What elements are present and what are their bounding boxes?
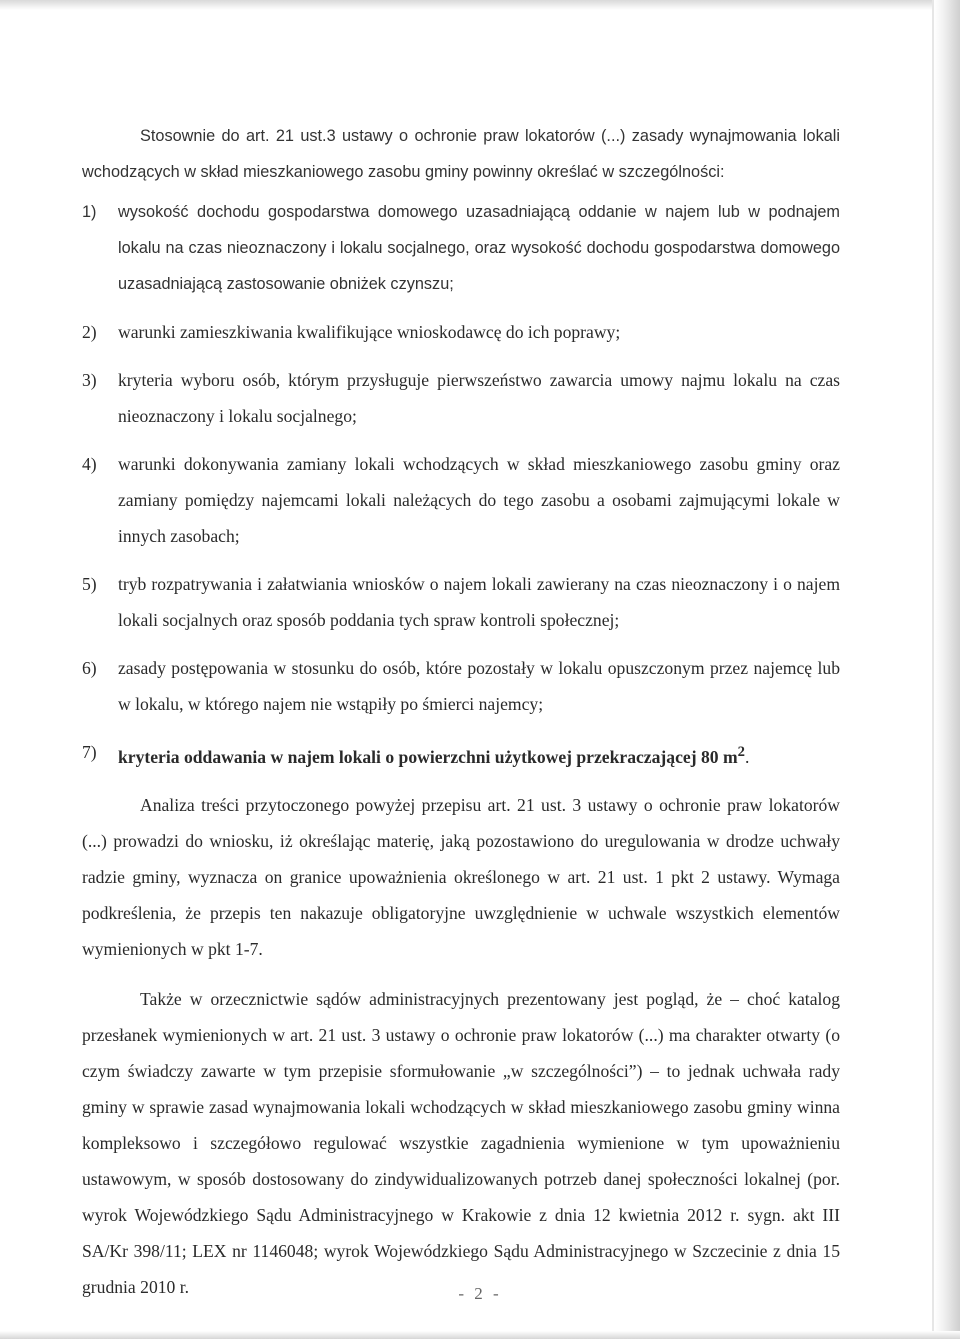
list-item-text: kryteria oddawania w najem lokali o powierzchni użytkowej przekraczającej 80 m — [118, 746, 738, 767]
list-item-number: 2) — [82, 322, 97, 342]
list-item-text: wysokość dochodu gospodarstwa domowego uzasadniającą oddanie w najem lub w podnajem lokalu na czas nieoznaczony i lokalu socjalnego, oraz wysokość dochodu gospodarstwa domowego uzasadniającą zastosowanie obniżek czynszu; — [118, 203, 840, 293]
case-law-paragraph: Także w orzecznictwie sądów administracyjnych prezentowany jest pogląd, że – choć katalog przesłanek wymienionych w art. 21 ust. 3 ustawy o ochronie praw lokatorów (...) ma charakter otwarty (o czym świadczy zawarte w tym przepisie sformułowanie „w szczególności”) – to jednak uchwała rady gminy w sprawie zasad wynajmowania lokali wchodzących w skład mieszkaniowego zasobu gminy winna kompleksowo i szczegółowo regulować wszystkie zagadnienia wymienione w tym upoważnieniu ustawowym, w sposób dostosowany do zindywidualizowanych potrzeb danej społeczności lokalnej (por. wyrok Wojewódzkiego Sądu Administracyjnego w Krakowie z dnia 12 kwietnia 2012 r. sygn. akt III SA/Kr 398/11; LEX nr 1146048; wyrok Wojewódzkiego Sądu Administracyjnego w Szczecinie z dnia 15 grudnia 2010 r. — [82, 988, 840, 1297]
scan-right-shadow — [934, 0, 960, 1339]
list-item-number: 5) — [82, 574, 97, 594]
intro-line-2: lokali wchodzących w skład mieszkaniowego zasobu gminy powinny określać w szczególności: — [82, 127, 840, 181]
intro-paragraph — [82, 118, 840, 190]
scan-top-shadow — [0, 0, 960, 10]
list-item-number: 6) — [82, 658, 97, 678]
list-item-number: 1) — [82, 203, 97, 221]
list-item-4 — [82, 446, 840, 554]
list-item-text: zasady postępowania w stosunku do osób, które pozostały w lokalu opuszczonym przez najemcę lub w lokalu, w którego najem nie wstąpiły po śmierci najemcy; — [118, 658, 840, 714]
list-item-7 — [82, 734, 840, 775]
list-item-text: kryteria wyboru osób, którym przysługuje pierwszeństwo zawarcia umowy najmu lokalu na czas nieoznaczony i lokalu socjalnego; — [118, 370, 840, 426]
list-item-number: 4) — [82, 454, 97, 474]
list-item-tail: . — [744, 746, 750, 767]
document-page — [82, 118, 840, 1305]
intro-line-1: Stosownie do art. 21 ust.3 ustawy o ochronie praw lokatorów (...) zasady wynajmowania — [140, 127, 797, 145]
list-item-1 — [82, 194, 840, 302]
page-number: - 2 - — [458, 1284, 502, 1303]
list-item-text: warunki dokonywania zamiany lokali wchodzących w skład mieszkaniowego zasobu gminy oraz zamiany pomiędzy najemcami lokali należących do tego zasobu a osobami zajmującymi lokale w innych zasobach; — [118, 454, 840, 546]
list-item-number: 7) — [82, 742, 97, 762]
list-item-6 — [82, 650, 840, 722]
list-item-text: tryb rozpatrywania i załatwiania wniosków o najem lokali zawierany na czas nieoznaczony i o najem lokali socjalnych oraz sposób poddania tych spraw kontroli społecznej; — [118, 574, 840, 630]
list-item-3 — [82, 362, 840, 434]
list-item-5 — [82, 566, 840, 638]
list-item-2 — [82, 314, 840, 350]
list-item-text: warunki zamieszkiwania kwalifikujące wnioskodawcę do ich poprawy; — [118, 322, 621, 342]
list-item-number: 3) — [82, 370, 97, 390]
scan-bottom-shadow — [0, 1331, 960, 1339]
superscript: 2 — [737, 744, 745, 760]
analysis-paragraph: Analiza treści przytoczonego powyżej przepisu art. 21 ust. 3 ustawy o ochronie praw lokatorów (...) prowadzi do wniosku, iż określając materię, jaką pozostawiono do uregulowania w drodze uchwały radzie gminy, wyznacza on granice upoważnienia określonego w art. 21 ust. 1 pkt 2 ustawy. Wymaga podkreślenia, że przepis ten nakazuje obligatoryjne uwzględnienie w uchwale wszystkich elementów wymienionych w pkt 1-7. — [82, 794, 840, 959]
